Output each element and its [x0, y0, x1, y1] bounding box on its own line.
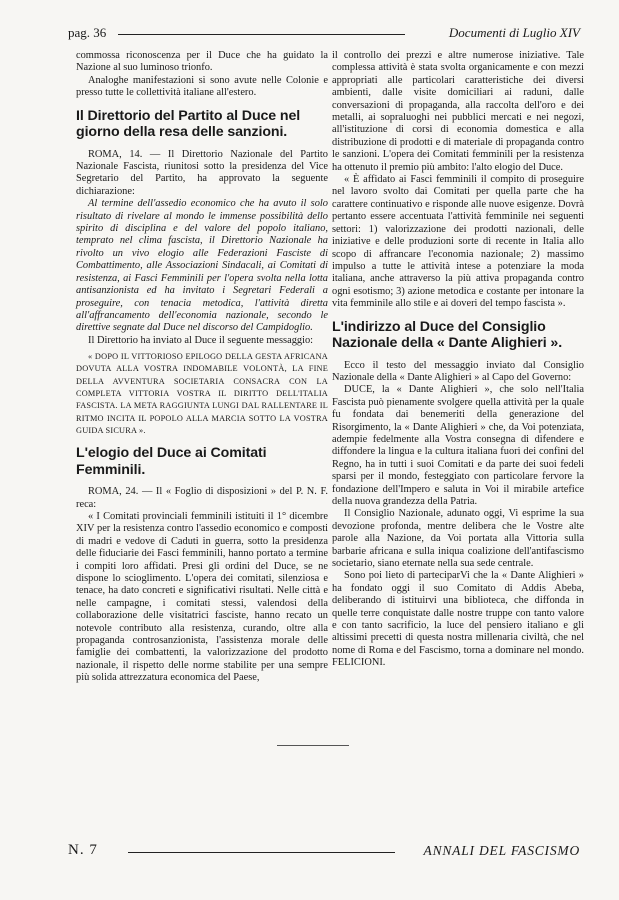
telegram-message: « DOPO IL VITTORIOSO EPILOGO DELLA GESTA AFRICANA DOVUTA ALLA VOSTRA INDOMABILE VOLONTÀ, LA FINE DELLA AVVENTURA SOCIETARIA CONSACRA CON LA COMPLETA VITTORIA VOSTRA IL DIRITTO DELL'ITALIA FASCISTA. LA META RAGGIUNTA LUNGI DAL RALLENTARE IL RITMO INCITA IL POPOLO ALLA MARCIA SOTTO LA VOSTRA GUIDA SICURA ».: [76, 352, 328, 435]
paragraph: Sono poi lieto di parteciparVi che la « Dante Alighieri » ha fondato oggi il suo Comitato di Addis Abeba, deliberando di istituirvi una biblioteca, che diffonda in quelle terre conquistate dalle nostre truppe con tanto valore e con tanto sacrificio, la luce del pensiero italiano e gli altissimi precetti di questa nostra millenaria civiltà, che nel nome di Roma e del Fascismo, torna a dominare nel mondo. FELICIONI.: [332, 570, 584, 669]
paragraph: Il Direttorio ha inviato al Duce il seguente messaggio:: [88, 334, 314, 346]
right-column: [332, 50, 584, 670]
header-rule: [118, 34, 405, 35]
publication-title: Documenti di Luglio XIV: [448, 25, 580, 40]
page-number: pag. 36: [68, 25, 107, 40]
paragraph: DUCE, la « Dante Alighieri », che solo nell'Italia Fascista può pienamente svolgere quella attività per la quale fu fondata dai benemeriti della generazione del Risorgimento, la « Dante Alighieri » che, da Voi potenziata, adempie fedelmente alla Vostra consegna di difendere e diffondere la lingua e la cultura italiana fuori dei confini del Regno, ha in tutti i suoi Comitati e da parte dei suoi fedeli sparsi per il mondo, festeggiato con particolare fervore la fondazione dell'Impero e saluta in Voi il mirabile artefice della nuova grandezza della Patria.: [332, 384, 584, 507]
paragraph: « I Comitati provinciali femminili istituiti il 1° dicembre XIV per la resistenza contro l'assedio economico e composti di madri e vedove di Caduti in guerra, sotto la presidenza delle fiduciarie dei Fasci femminili, hanno portato a termine i compiti loro affidati. Presi gli ordini del Duce, se ne dispone lo scioglimento. L'opera dei comitati, silenziosa e tenace, ha dato concreti e significativi risultati. Nelle città e nelle campagne, i comitati stessi, valendosi della collaborazione delle visitatrici fasciste, hanno recato un notevole contributo alla resistenza, curando, oltre alla propaganda controsanzionista, l'assistenza morale delle famiglie dei combattenti, la valorizzazione del prodotto nazionale, il rispetto delle norme stabilite per una sempre più solida attrezzatura economica del Paese,: [76, 511, 328, 684]
paragraph: Ecco il testo del messaggio inviato dal Consiglio Nazionale della « Dante Alighieri » al Capo del Governo:: [332, 359, 584, 383]
running-head: [68, 25, 580, 43]
section-heading: Il Direttorio del Partito al Duce nel giorno della resa delle sanzioni.: [76, 107, 301, 141]
divider: [277, 745, 349, 746]
section-heading: L'indirizzo al Duce del Consiglio Nazionale della « Dante Alighieri ».: [332, 318, 563, 352]
journal-title: ANNALI DEL FASCISMO: [423, 843, 580, 858]
paragraph: Analoghe manifestazioni si sono avute nelle Colonie e presso tutte le collettività italiane all'estero.: [76, 74, 328, 99]
running-foot: [68, 842, 580, 862]
paragraph: commossa riconoscenza per il Duce che ha guidato la Nazione al suo luminoso trionfo.: [76, 50, 328, 74]
section-heading: L'elogio del Duce ai Comitati Femminili.: [76, 445, 267, 478]
paragraph: il controllo dei prezzi e altre numerose iniziative. Tale complessa attività è stata svolta organicamente e con mezzi appropriati alle particolari caratteristiche dei diversi ambienti, dalle visite domiciliari ai raduni, dalle conversazioni di propaganda, alla raccolta dell'oro e dei metalli, ai sopraluoghi nei pubblici mercati e nei negozi, all'istituzione di corsi di economia domestica e alla distribuzione di prodotti e di materiale di propaganda contro le sanzioni. L'opera dei Comitati femminili per la resistenza ha ottenuto il premio più ambito: l'alto elogio del Duce.: [332, 50, 584, 173]
footer-rule: [128, 852, 395, 853]
issue-number: N. 7: [68, 842, 98, 858]
declaration-text: Al termine dell'assedio economico che ha avuto il solo risultato di rivelare al mondo le immense possibilità dello spirito di disciplina e del valore del popolo italiano, temprato nel clima fascista, il Direttorio Nazionale ha rivolto un vivo elogio alle Federazioni Fasciste di Combattimento, alle Associazioni Sindacali, ai Comitati di resistenza, ai Fasci Femminili per l'opera svolta nella lotta antisanzionista ed ha invitato i Segretari Federali a proseguire, con tenacia metodica, l'attività diretta all'affrancamento dell'economia nazionale, secondo le direttive segnate dal Duce nel discorso del Campidoglio.: [76, 198, 328, 334]
left-column: [76, 50, 328, 685]
paragraph: « È affidato ai Fasci femminili il compito di proseguire nel lavoro svolto dai Comitati per quella parte che ha carattere continuativo e risponde alle nuove esigenze. Dovrà pertanto essere accentuata l'attività femminile nei seguenti settori: 1) valorizzazione dei prodotti nazionali, delle iniziative e delle produzioni sorte di recente in Italia allo scopo di affrancare l'economia nazionale; 2) massimo impulso a tutte le attività intese a potenziare la moda italiana, anche attraverso la più attiva propaganda contro ogni esotismo; 3) azione metodica e costante per intonare la vita femminile allo stile e ai doveri del tempo fascista ».: [332, 174, 584, 310]
paragraph: ROMA, 14. — Il Direttorio Nazionale del Partito Nazionale Fascista, riunitosi sotto la presidenza del Vice Segretario del Partito, ha approvato la seguente dichiarazione:: [76, 148, 328, 197]
paragraph: ROMA, 24. — Il « Foglio di disposizioni » del P. N. F. reca:: [76, 486, 328, 510]
paragraph: Il Consiglio Nazionale, adunato oggi, Vi esprime la sua devozione profonda, mentre delibera che le Vostre alte parole alla Nazione, da Voi portata alla Vittoria sulla barbarie africana e sulla iniqua coalizione dell'antifascismo societario, siano eternate nella sua sede centrale.: [332, 508, 584, 570]
